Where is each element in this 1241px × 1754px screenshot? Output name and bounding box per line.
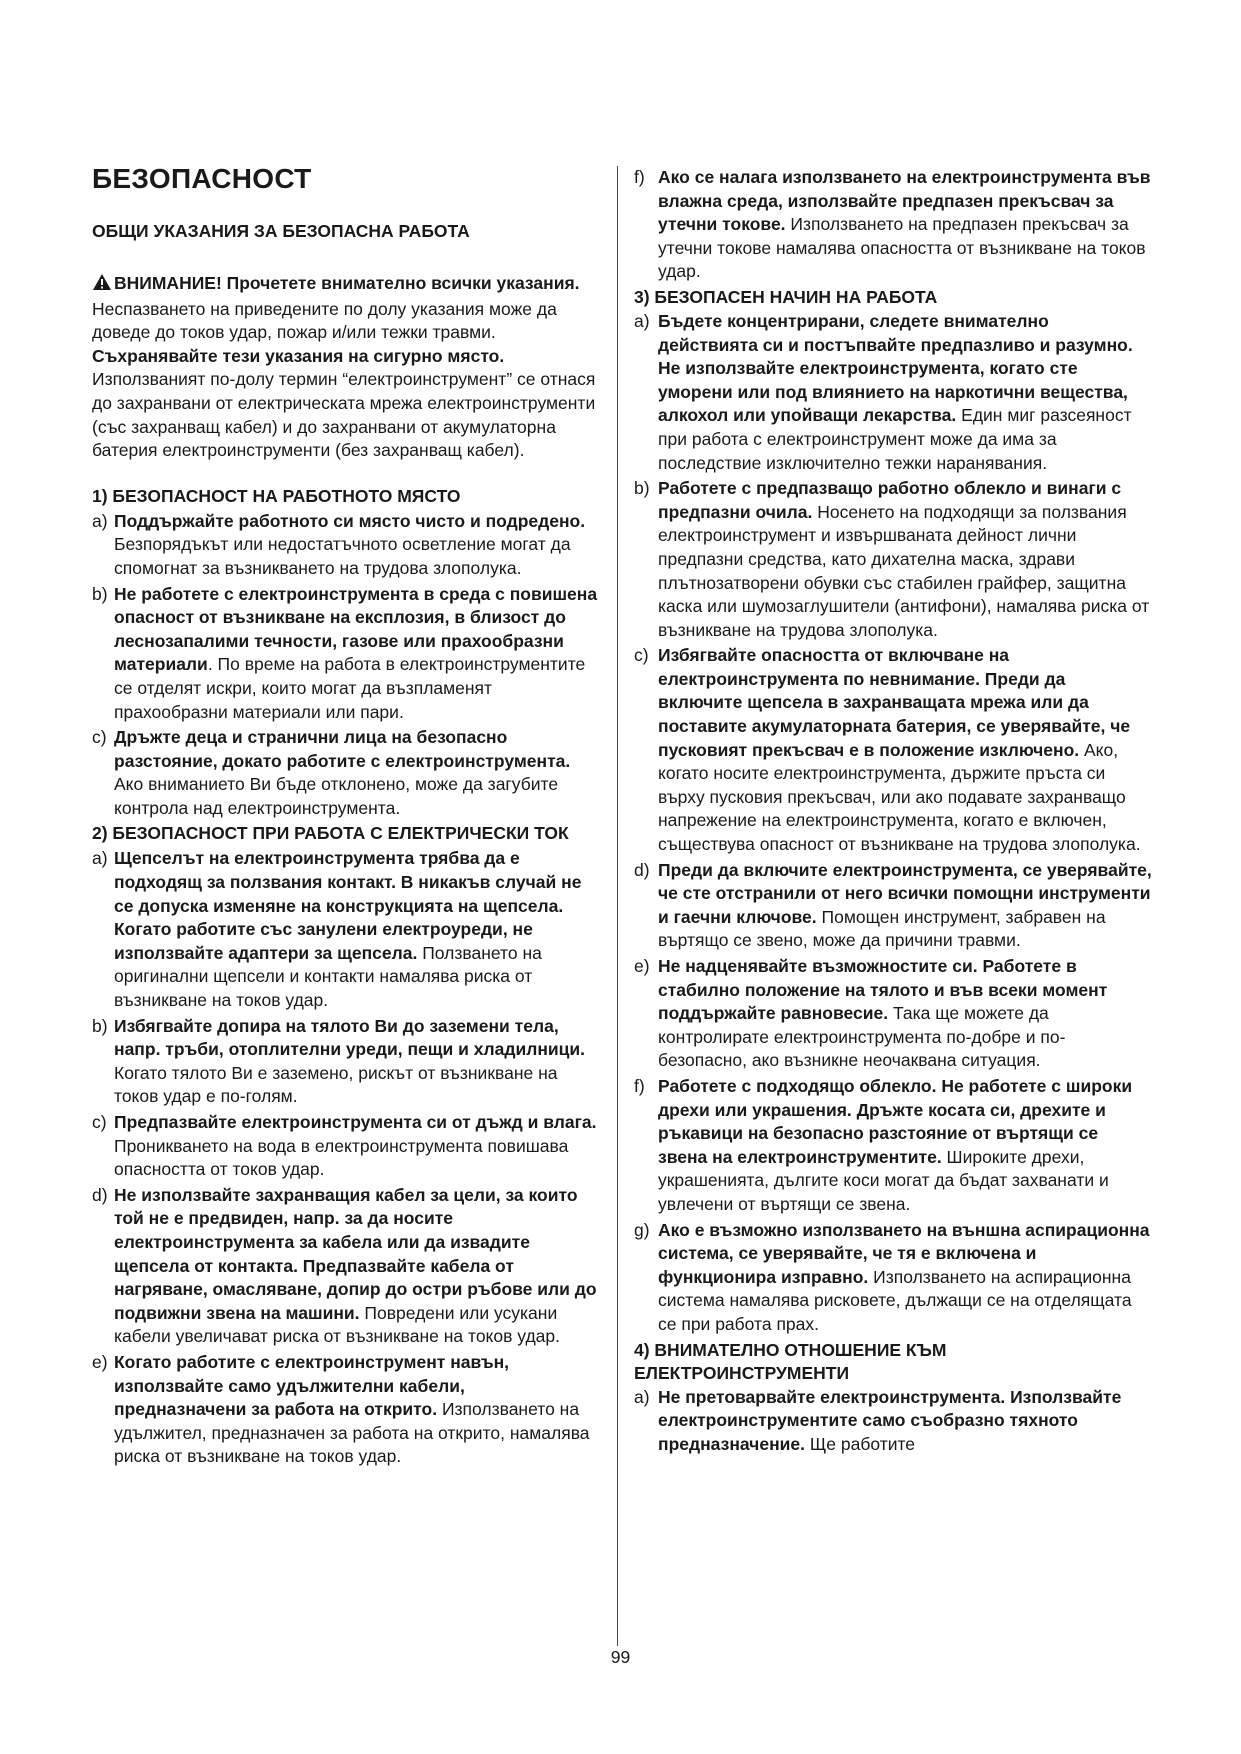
section-3-item-e: e) Не надценявайте възможностите си. Работете в стабилно положение на тялото и във всеки момент поддържайте равновесие. Така ще можете да контролирате електроинструмента по-добре и по-безопасно, ако възникне неочаквана ситуация.: [634, 956, 1108, 1071]
intro-bold-1: ВНИМАНИЕ! Прочетете внимателно всички указания.: [114, 273, 580, 293]
section-4-item-a: a) Не претоварвайте електроинструмента. Използвайте електроинструментите само съобразно тяхното предназначение. Ще работите: [634, 1386, 1122, 1454]
section-1-item-b: b) Не работете с електроинструмента в среда с повишена опасност от възникване на експлозия, в близост до леснозапалими течности, газове или прахообразни материали. По време на работа в електроинструментите се отделят искри, които могат да възпламенят прахообразни материали или пари.: [92, 583, 598, 722]
intro-text-1: Неспазването на приведените по долу указания може да доведе до токов удар, пожар и/или тежки травми.: [92, 298, 557, 343]
section-3-item-a: a) Бъдете концентрирани, следете внимателно действията си и постъпвайте предпазливо и разумно. Не използвайте електроинструмента, когато сте уморени или под влиянието на наркотични вещества, алкохол или упойващи лекарства. Един миг разсеяност при работа с електроинструмент може да има за последствие изключително тежки наранявания.: [634, 310, 1133, 473]
section-2-item-d: d) Не използвайте захранващия кабел за цели, за които той не е предвиден, напр. за да носите електроинструмента за кабела или да извадите щепсела от контакта. Предпазвайте кабела от нагряване, омасляване, допир до остри ръбове или до подвижни звена на машини. Повредени или усукани кабели увеличават риска от възникване на токов удар.: [92, 1184, 597, 1347]
left-column: [92, 163, 600, 1471]
section-2-item-a: a) Щепселът на електроинструмента трябва да е подходящ за ползвания контакт. В никакъв случай не се допуска изменяне на конструкцията на щепсела. Когато работите със занулени електроуреди, не използвайте адаптери за щепсела. Ползването на оригинални щепсели и контакти намалява риска от възникване на токов удар.: [92, 848, 582, 1011]
warning-triangle-icon: [92, 273, 112, 298]
page-number: 99: [610, 1647, 631, 1667]
section-2-item-e: e) Когато работите с електроинструмент навън, използвайте само удължителни кабели, предназначени за работа на открито. Използването на удължител, предназначен за работа на открито, намалява риска от възникване на токов удар.: [92, 1351, 590, 1467]
section-1-heading: 1) БЕЗОПАСНОСТ НА РАБОТНОТО МЯСТО: [92, 485, 461, 506]
page-title: БЕЗОПАСНОСТ: [92, 163, 312, 194]
section-2-item-b: b) Избягвайте допира на тялото Ви до заземени тела, напр. тръби, отоплителни уреди, пещи и хладилници. Когато тялото Ви е заземено, рискът от възникване на токов удар е по-голям.: [92, 1015, 586, 1107]
section-3-item-b: b) Работете с предпазващо работно облекло и винаги с предпазни очила. Носенето на подходящи за ползвания електроинструмент и извършваната дейност лични предпазни средства, като дихателна маска, здрави плътнозатворени обувки със стабилен грайфер, защитна каска или шумозаглушители (антифони), намалява риска от възникване на трудова злополука.: [634, 478, 1150, 640]
right-column: [634, 166, 1152, 1458]
section-3-heading: 3) БЕЗОПАСЕН НАЧИН НА РАБОТА: [634, 286, 938, 307]
section-2-item-c: c) Предпазвайте електроинструмента си от дъжд и влага. Проникването на вода в електроинструмента повишава опасността от токов удар.: [92, 1112, 597, 1180]
section-3-item-f: f) Работете с подходящо облекло. Не работете с широки дрехи или украшения. Дръжте косата си, дрехите и ръкавици на безопасно разстояние от въртящи се звена на електроинструментите. Широките дрехи, украшенията, дългите коси могат да бъдат захванати и увлечени от въртящи се звена.: [634, 1075, 1133, 1214]
column-divider: [617, 166, 618, 1646]
section-3-item-g: g) Ако е възможно използването на външна аспирационна система, се уверявайте, че тя е включена и функционира изправно. Използването на аспирационна система намалява рисковете, дължащи се на отделящата се при работа прах.: [634, 1219, 1150, 1334]
section-3-item-d: d) Преди да включите електроинструмента, се уверявайте, че сте отстранили от него всички помощни инструменти и гаечни ключове. Помощен инструмент, забравен на въртящо се звено, може да причини травми.: [634, 859, 1152, 951]
section-2-heading: 2) БЕЗОПАСНОСТ ПРИ РАБОТА С ЕЛЕКТРИЧЕСКИ ТОК: [92, 823, 569, 844]
intro-text-2: Използваният по-долу термин “електроинструмент” се отнася до захранвани от електрическата мрежа електроинструменти (със захранващ кабел) и до захранвани от акумулаторна батерия електроинструменти (без захранващ кабел).: [92, 369, 596, 461]
intro-paragraph: [92, 272, 600, 463]
section-4-heading: 4) ВНИМАТЕЛНО ОТНОШЕНИЕ КЪМ ЕЛЕКТРОИНСТРУМЕНТИ: [634, 1339, 947, 1383]
section-1-item-a: a) Поддържайте работното си място чисто и подредено. Безпорядъкът или недостатъчното осветление могат да спомогнат за възникването на трудова злополука.: [92, 510, 586, 578]
section-2-item-f: f) Ако се налага използването на електроинструмента във влажна среда, използвайте предпазен прекъсвач за утечни токове. Използването на предпазен прекъсвач за утечни токове намалява опасността от възникване на токов удар.: [634, 167, 1151, 282]
intro-bold-2: Съхранявайте тези указания на сигурно място.: [92, 345, 505, 366]
page-subtitle: ОБЩИ УКАЗАНИЯ ЗА БЕЗОПАСНА РАБОТА: [92, 221, 470, 241]
section-3-item-c: c) Избягвайте опасността от включване на електроинструмента по невнимание. Преди да включите щепсела в захранващата мрежа или да поставите акумулаторната батерия, се уверявайте, че пусковият прекъсвач е в положение изключено. Ако, когато носите електроинструмента, държите пръста си върху пусковия прекъсвач, или ако подавате захранващо напрежение на електроинструмента, когато е включен, съществува опасност от възникване на трудова злополука.: [634, 645, 1141, 855]
section-1-item-c: c) Дръжте деца и странични лица на безопасно разстояние, докато работите с електроинструмента. Ако вниманието Ви бъде отклонено, може да загубите контрола над електроинструмента.: [92, 727, 571, 818]
